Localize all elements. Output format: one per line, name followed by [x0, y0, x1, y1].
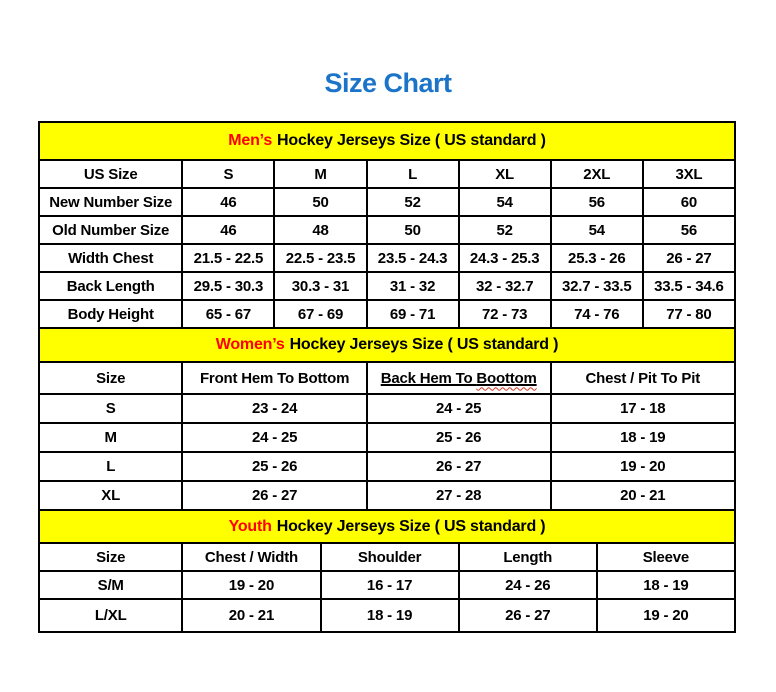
youth-col-shoulder: Shoulder: [321, 543, 459, 571]
youth-row-sm: [39, 571, 735, 599]
size-cell: 19 - 20: [182, 571, 320, 599]
womens-banner-highlight: Women’s: [215, 336, 285, 353]
size-cell: 50: [274, 188, 366, 216]
size-cell: 74 - 76: [551, 300, 643, 328]
mens-size-table: [38, 121, 736, 329]
womens-col-chest-pit: Chest / Pit To Pit: [551, 362, 735, 394]
size-cell: 22.5 - 23.5: [274, 244, 366, 272]
size-cell: 56: [643, 216, 735, 244]
size-cell: 46: [182, 216, 274, 244]
womens-col-back-hem: [367, 362, 551, 394]
size-cell: 25 - 26: [182, 452, 366, 481]
youth-col-chest-width: Chest / Width: [182, 543, 320, 571]
mens-col-xl: XL: [459, 160, 551, 188]
mens-col-m: M: [274, 160, 366, 188]
size-cell: 54: [551, 216, 643, 244]
size-cell: 48: [274, 216, 366, 244]
size-cell: 52: [367, 188, 459, 216]
womens-col-front-hem: Front Hem To Bottom: [182, 362, 366, 394]
size-cell: 77 - 80: [643, 300, 735, 328]
mens-row-old-number-size: [39, 216, 735, 244]
youth-banner-title: Hockey Jerseys Size ( US standard ): [276, 517, 546, 535]
youth-col-sleeve: Sleeve: [597, 543, 735, 571]
womens-col-size: Size: [39, 362, 182, 394]
back-hem-misspelled-word: Boottom: [476, 369, 537, 387]
size-cell: 50: [367, 216, 459, 244]
size-cell: 25 - 26: [367, 423, 551, 452]
size-cell: 33.5 - 34.6: [643, 272, 735, 300]
size-cell: 29.5 - 30.3: [182, 272, 274, 300]
mens-col-s: S: [182, 160, 274, 188]
size-cell: 24 - 25: [182, 423, 366, 452]
womens-size-table: [38, 327, 736, 511]
size-tables-stack: [38, 121, 736, 633]
womens-row-l: [39, 452, 735, 481]
mens-row-back-length: [39, 272, 735, 300]
size-cell: 18 - 19: [551, 423, 735, 452]
size-cell: 23 - 24: [182, 394, 366, 423]
mens-table-banner: [39, 122, 735, 160]
row-label-cell: L: [39, 452, 182, 481]
mens-row-width-chest: [39, 244, 735, 272]
size-cell: 17 - 18: [551, 394, 735, 423]
youth-col-size: Size: [39, 543, 182, 571]
size-cell: 21.5 - 22.5: [182, 244, 274, 272]
youth-col-length: Length: [459, 543, 597, 571]
mens-col-2xl: 2XL: [551, 160, 643, 188]
size-cell: 31 - 32: [367, 272, 459, 300]
mens-col-l: L: [367, 160, 459, 188]
mens-row-body-height: [39, 300, 735, 328]
row-label-cell: M: [39, 423, 182, 452]
size-cell: 18 - 19: [321, 599, 459, 632]
size-cell: 26 - 27: [459, 599, 597, 632]
row-label-cell: S: [39, 394, 182, 423]
size-cell: 32.7 - 33.5: [551, 272, 643, 300]
size-cell: 65 - 67: [182, 300, 274, 328]
womens-row-s: [39, 394, 735, 423]
womens-row-xl: [39, 481, 735, 510]
size-cell: 24 - 25: [367, 394, 551, 423]
row-label-cell: Old Number Size: [39, 216, 182, 244]
size-cell: 67 - 69: [274, 300, 366, 328]
size-cell: 56: [551, 188, 643, 216]
size-cell: 24.3 - 25.3: [459, 244, 551, 272]
size-cell: 54: [459, 188, 551, 216]
row-label-cell: Body Height: [39, 300, 182, 328]
size-cell: 19 - 20: [551, 452, 735, 481]
size-cell: 24 - 26: [459, 571, 597, 599]
size-cell: 18 - 19: [597, 571, 735, 599]
mens-banner-highlight: Men’s: [228, 132, 273, 149]
size-cell: 26 - 27: [367, 452, 551, 481]
page-title: Size Chart: [324, 68, 452, 98]
womens-table-banner: [39, 328, 735, 362]
row-label-cell: L/XL: [39, 599, 182, 632]
back-hem-prefix: Back Hem To: [380, 369, 477, 387]
mens-row-new-number-size: [39, 188, 735, 216]
size-cell: 25.3 - 26: [551, 244, 643, 272]
youth-banner-highlight: Youth: [228, 517, 272, 535]
size-cell: 69 - 71: [367, 300, 459, 328]
mens-col-us-size: US Size: [39, 160, 182, 188]
size-cell: 19 - 20: [597, 599, 735, 632]
size-cell: 30.3 - 31: [274, 272, 366, 300]
size-cell: 26 - 27: [643, 244, 735, 272]
size-cell: 52: [459, 216, 551, 244]
youth-table-banner: [39, 510, 735, 543]
row-label-cell: Width Chest: [39, 244, 182, 272]
row-label-cell: S/M: [39, 571, 182, 599]
size-cell: 16 - 17: [321, 571, 459, 599]
size-cell: 60: [643, 188, 735, 216]
womens-banner-title: Hockey Jerseys Size ( US standard ): [289, 336, 559, 353]
size-cell: 23.5 - 24.3: [367, 244, 459, 272]
size-cell: 20 - 21: [182, 599, 320, 632]
size-cell: 72 - 73: [459, 300, 551, 328]
mens-col-3xl: 3XL: [643, 160, 735, 188]
youth-row-lxl: [39, 599, 735, 632]
row-label-cell: New Number Size: [39, 188, 182, 216]
womens-row-m: [39, 423, 735, 452]
size-cell: 32 - 32.7: [459, 272, 551, 300]
mens-banner-title: Hockey Jerseys Size ( US standard ): [277, 132, 546, 149]
row-label-cell: XL: [39, 481, 182, 510]
youth-size-table: [38, 509, 736, 633]
size-cell: 27 - 28: [367, 481, 551, 510]
size-cell: 46: [182, 188, 274, 216]
size-cell: 26 - 27: [182, 481, 366, 510]
size-cell: 20 - 21: [551, 481, 735, 510]
row-label-cell: Back Length: [39, 272, 182, 300]
